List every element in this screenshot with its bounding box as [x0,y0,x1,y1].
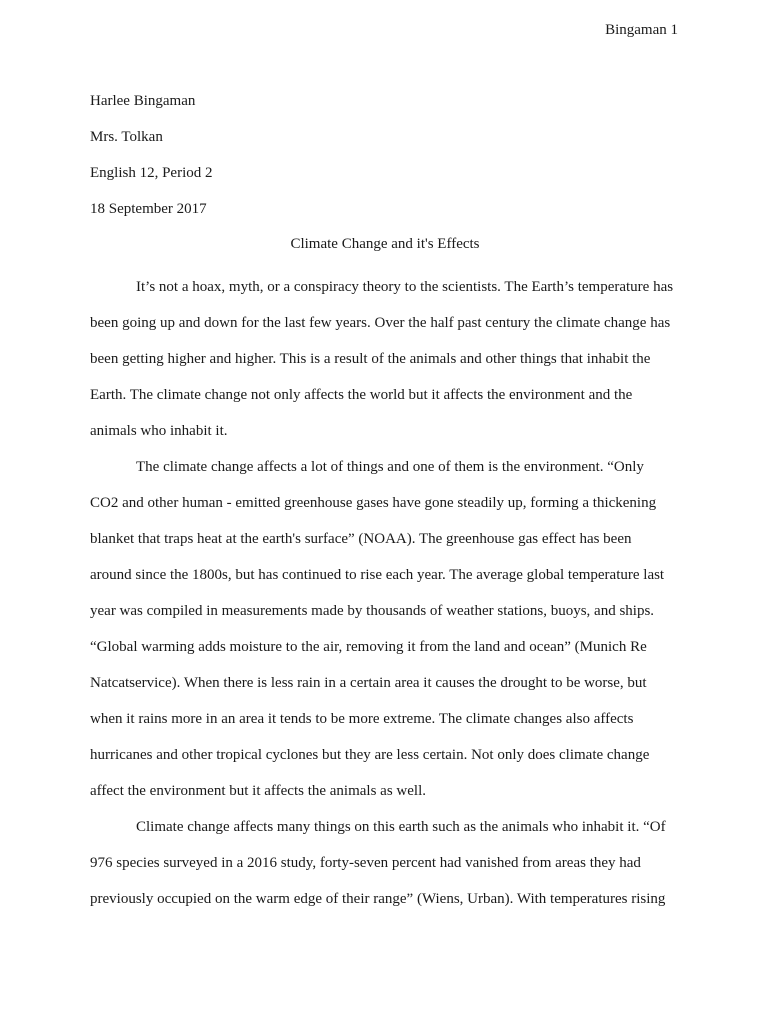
paragraph-line: year was compiled in measurements made by thousands of weather stations, buoys, and ships. [90,603,655,619]
paragraph-line: around since the 1800s, but has continued to rise each year. The average global temperature last [90,567,665,583]
mla-heading [90,91,680,235]
essay-date: 18 September 2017 [90,201,207,217]
paragraph-line: CO2 and other human - emitted greenhouse gases have gone steadily up, forming a thickening [90,495,657,511]
essay-title: Climate Change and it's Effects [290,236,480,252]
paragraph-line: Natcatservice). When there is less rain in a certain area it causes the drought to be worse, but [90,675,647,691]
student-name: Harlee Bingaman [90,93,196,109]
paragraph-line: Climate change affects many things on this earth such as the animals who inhabit it. “Of [136,819,666,835]
paragraph-1 [90,269,680,449]
running-header: Bingaman 1 [605,22,678,38]
paragraph-line: when it rains more in an area it tends to be more extreme. The climate changes also affects [90,711,634,727]
paragraph-2 [90,449,680,809]
paragraph-line: “Global warming adds moisture to the air, removing it from the land and ocean” (Munich Re [90,639,647,655]
paragraph-line: hurricanes and other tropical cyclones but they are less certain. Not only does climate change [90,747,650,763]
teacher-name: Mrs. Tolkan [90,129,163,145]
paragraph-line: been getting higher and higher. This is a result of the animals and other things that inhabit the [90,351,651,367]
paragraph-line: 976 species surveyed in a 2016 study, forty-seven percent had vanished from areas they had [90,855,641,871]
paragraph-line: It’s not a hoax, myth, or a conspiracy theory to the scientists. The Earth’s temperature has [136,279,674,295]
paragraph-line: been going up and down for the last few years. Over the half past century the climate change has [90,315,671,331]
course-name: English 12, Period 2 [90,165,213,181]
paragraph-3 [90,809,680,917]
paragraph-line: previously occupied on the warm edge of their range” (Wiens, Urban). With temperatures rising [90,891,666,907]
paragraph-line: Earth. The climate change not only affects the world but it affects the environment and the [90,387,633,403]
essay-body [90,269,680,917]
paragraph-line: blanket that traps heat at the earth's surface” (NOAA). The greenhouse gas effect has been [90,531,632,547]
paragraph-line: The climate change affects a lot of things and one of them is the environment. “Only [136,459,644,475]
paragraph-line: animals who inhabit it. [90,423,228,439]
paragraph-line: affect the environment but it affects the animals as well. [90,783,426,799]
